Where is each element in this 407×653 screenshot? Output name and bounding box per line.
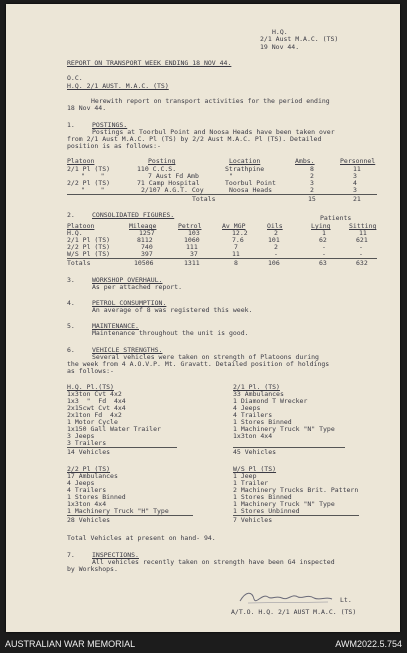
figures-cell: 1	[322, 229, 326, 237]
ws-title: W/S Pl (TS)	[233, 465, 277, 473]
postings-cell: 71 Camp Hospital	[137, 179, 200, 187]
figures-total-oils: 106	[268, 259, 280, 267]
sign-rank: Lt.	[340, 596, 352, 604]
list-item: 1x3ton Cvt 4x2	[67, 390, 122, 398]
postings-cell: Noosa Heads	[229, 186, 273, 194]
figures-cell: H.Q.	[67, 229, 83, 237]
figures-cell: 7	[234, 243, 238, 251]
intro-line-1: Herewith report on transport activities for the period ending	[91, 97, 330, 105]
header-unit: 2/1 Aust M.A.C. (TS)	[260, 35, 339, 43]
postings-cell: 3	[353, 172, 357, 180]
s5-number: 5.	[67, 322, 75, 330]
postings-cell: 3	[310, 179, 314, 187]
s7-title: INSPECTIONS.	[92, 551, 139, 559]
figures-cell: 12.2	[232, 229, 248, 237]
figures-total-lying: 63	[319, 259, 327, 267]
figures-cell: 103	[188, 229, 200, 237]
list-item: 3 Trailers	[67, 439, 107, 447]
figures-header-lying: Lying	[311, 222, 331, 230]
postings-header-posting: Posting	[148, 157, 176, 165]
postings-cell: 3	[353, 186, 357, 194]
figures-cell: 1257	[139, 229, 155, 237]
s4-text: An average of 8 was registered this week.	[92, 306, 253, 314]
s3-number: 3.	[67, 276, 75, 284]
list-item: 2 Machinery Trucks Brit. Pattern	[233, 486, 359, 494]
handwritten-signature	[238, 587, 334, 607]
figures-total-rule	[67, 258, 377, 259]
archive-footer	[0, 635, 407, 653]
s3-title: WORKSHOP OVERHAUL.	[92, 276, 163, 284]
figures-cell: 2	[274, 243, 278, 251]
document-page	[6, 4, 400, 632]
postings-cell: "	[229, 172, 233, 180]
postings-cell: 4	[353, 179, 357, 187]
figures-cell: W/S Pl (TS)	[67, 250, 111, 258]
p21-total: 45 Vehicles	[233, 448, 277, 456]
figures-cell: 11	[359, 229, 367, 237]
list-item: 4 Trailers	[233, 411, 273, 419]
figures-cell: -	[274, 250, 278, 258]
figures-cell: 397	[141, 250, 153, 258]
s6-title: VEHICLE STRENGTHS.	[92, 346, 163, 354]
footer-institution: AUSTRALIAN WAR MEMORIAL	[5, 639, 136, 649]
s7-text-1: All vehicles recently taken on strength have been G4 inspected	[92, 558, 335, 566]
postings-total-rule	[67, 194, 377, 195]
postings-header-ambs: Ambs.	[295, 157, 315, 165]
figures-cell: -	[359, 250, 363, 258]
s1-text-2: from 2/1 Aust M.A.C. Pl (TS) by 2/2 Aust M.A.C. Pl (TS). Detailed	[67, 135, 322, 143]
header-hq: H.Q.	[272, 28, 288, 36]
postings-cell: Strathpine	[225, 165, 265, 173]
postings-header-location: Location	[229, 157, 261, 165]
list-item: 1 Stores Unbinned	[233, 507, 300, 515]
list-item: 2x1ton Fd 4x2	[67, 411, 122, 419]
list-item: 1 Motor Cycle	[67, 418, 118, 426]
postings-total-label: Totals	[192, 195, 216, 203]
list-item: 4 Jeeps	[233, 404, 261, 412]
figures-header-petrol: Petrol	[178, 222, 202, 230]
s6-text-3: as follows:-	[67, 367, 114, 375]
list-item: 1x3 " Fd 4x4	[67, 397, 126, 405]
postings-cell: 2/1 Pl (TS)	[67, 165, 111, 173]
figures-cell: 740	[141, 243, 153, 251]
figures-header-oils: Oils	[267, 222, 283, 230]
postings-cell: 11	[353, 165, 361, 173]
p22-total: 28 Vehicles	[67, 516, 111, 524]
list-item: 3 Jeeps	[67, 432, 95, 440]
p21-title: 2/1 Pl. (TS)	[233, 383, 280, 391]
figures-header-platoon: Platoon	[67, 222, 95, 230]
figures-total-avmgp: 8	[234, 259, 238, 267]
list-item: 1 Stores Binned	[233, 418, 292, 426]
postings-cell: 2	[310, 172, 314, 180]
list-item: 1 Stores Binned	[233, 493, 292, 501]
s4-title: PETROL CONSUMPTION.	[92, 299, 167, 307]
figures-header-avmgp: Av MGP	[222, 222, 246, 230]
figures-cell: 1060	[184, 236, 200, 244]
figures-total-label: Totals	[67, 259, 91, 267]
postings-header-personnel: Personnel	[340, 157, 376, 165]
figures-total-mileage: 10506	[134, 259, 154, 267]
s1-title: POSTINGS.	[92, 121, 128, 129]
s4-number: 4.	[67, 299, 75, 307]
ws-total: 7 Vehicles	[233, 516, 273, 524]
figures-total-sitting: 632	[356, 259, 368, 267]
list-item: 33 Ambulances	[233, 390, 284, 398]
postings-cell: 7 Aust Fd Amb	[148, 172, 199, 180]
s7-number: 7.	[67, 551, 75, 559]
postings-total-personnel: 21	[353, 195, 361, 203]
sign-block: A/T.O. H.Q. 2/1 AUST M.A.C. (TS)	[231, 608, 357, 616]
s1-number: 1.	[67, 121, 75, 129]
list-item: 1 Trailer	[233, 479, 269, 487]
figures-cell: 7.6	[232, 236, 244, 244]
figures-cell: 2	[274, 229, 278, 237]
figures-cell: 8112	[137, 236, 153, 244]
figures-cell: 37	[190, 250, 198, 258]
s2-patients-label: Patients	[320, 214, 352, 222]
list-item: 1x3ton 4x4	[67, 500, 107, 508]
figures-cell: 111	[186, 243, 198, 251]
list-item: 17 Ambulances	[67, 472, 118, 480]
figures-total-petrol: 1311	[184, 259, 200, 267]
s5-title: MAINTENANCE.	[92, 322, 139, 330]
to-oc: O.C.	[67, 74, 83, 82]
s1-text-3: position is as follows:-	[67, 142, 161, 150]
list-item: 2x15cwt Cvt 4x4	[67, 404, 126, 412]
list-item: 1x150 Gall Water Trailer	[67, 425, 161, 433]
list-item: 1 Jeep	[233, 472, 257, 480]
s6-text-2: the week from 4 A.O.V.P. Mt. Gravatt. Detailed position of holdings	[67, 360, 330, 368]
postings-cell: 110 C.C.S.	[137, 165, 177, 173]
figures-cell: -	[322, 243, 326, 251]
s2-number: 2.	[67, 211, 75, 219]
s6-text-1: Several vehicles were taken on strength of Platoons during	[92, 353, 319, 361]
s6-number: 6.	[67, 346, 75, 354]
postings-cell: Toorbul Point	[225, 179, 276, 187]
postings-total-ambs: 15	[308, 195, 316, 203]
figures-cell: 101	[268, 236, 280, 244]
figures-cell: 11	[232, 250, 240, 258]
figures-cell: 62	[319, 236, 327, 244]
figures-cell: 621	[356, 236, 368, 244]
figures-header-sitting: Sitting	[349, 222, 377, 230]
hq-title: H.Q. Pl.(TS)	[67, 383, 114, 391]
list-item: 4 Trailers	[67, 486, 107, 494]
hq-total: 14 Vehicles	[67, 448, 111, 456]
intro-line-2: 18 Nov 44.	[67, 104, 107, 112]
s2-title: CONSOLIDATED FIGURES.	[92, 211, 175, 219]
postings-cell: 2	[310, 186, 314, 194]
postings-cell: 8	[310, 165, 314, 173]
list-item: 1 Machinery Truck "N" Type	[233, 500, 335, 508]
footer-accession: AWM2022.5.754	[335, 639, 402, 649]
list-item: 1 Machinery Truck "N" Type	[233, 425, 335, 433]
p22-title: 2/2 Pl (TS)	[67, 465, 111, 473]
postings-cell: 2/107 A.G.T. Coy	[141, 186, 204, 194]
figures-cell: 2/1 Pl (TS)	[67, 236, 111, 244]
list-item: 1 Machinery Truck "H" Type	[67, 507, 169, 515]
s7-text-2: by Workshops.	[67, 565, 118, 573]
postings-cell: 2/2 Pl (TS)	[67, 179, 111, 187]
to-hq: H.Q. 2/1 AUST. M.A.C. (TS)	[67, 82, 169, 90]
figures-header-mileage: Mileage	[129, 222, 157, 230]
postings-header-platoon: Platoon	[67, 157, 95, 165]
s3-text: As per attached report.	[92, 283, 183, 291]
s1-text-1: Postings at Toorbul Point and Noosa Heads have been taken over	[92, 128, 335, 136]
list-item: 1x3ton 4x4	[233, 432, 273, 440]
header-date: 19 Nov 44.	[260, 43, 300, 51]
figures-cell: -	[359, 243, 363, 251]
list-item: 1 Diamond T Wrecker	[233, 397, 308, 405]
list-item: 4 Jeeps	[67, 479, 95, 487]
report-title: REPORT ON TRANSPORT WEEK ENDING 18 NOV 44.	[67, 59, 232, 67]
figures-cell: -	[322, 250, 326, 258]
grand-total: Total Vehicles at present on hand- 94.	[67, 534, 216, 542]
postings-cell: " "	[81, 186, 105, 194]
figures-cell: 2/2 Pl (TS)	[67, 243, 111, 251]
postings-cell: " "	[81, 172, 105, 180]
s5-text: Maintenance throughout the unit is good.	[92, 329, 249, 337]
list-item: 1 Stores Binned	[67, 493, 126, 501]
